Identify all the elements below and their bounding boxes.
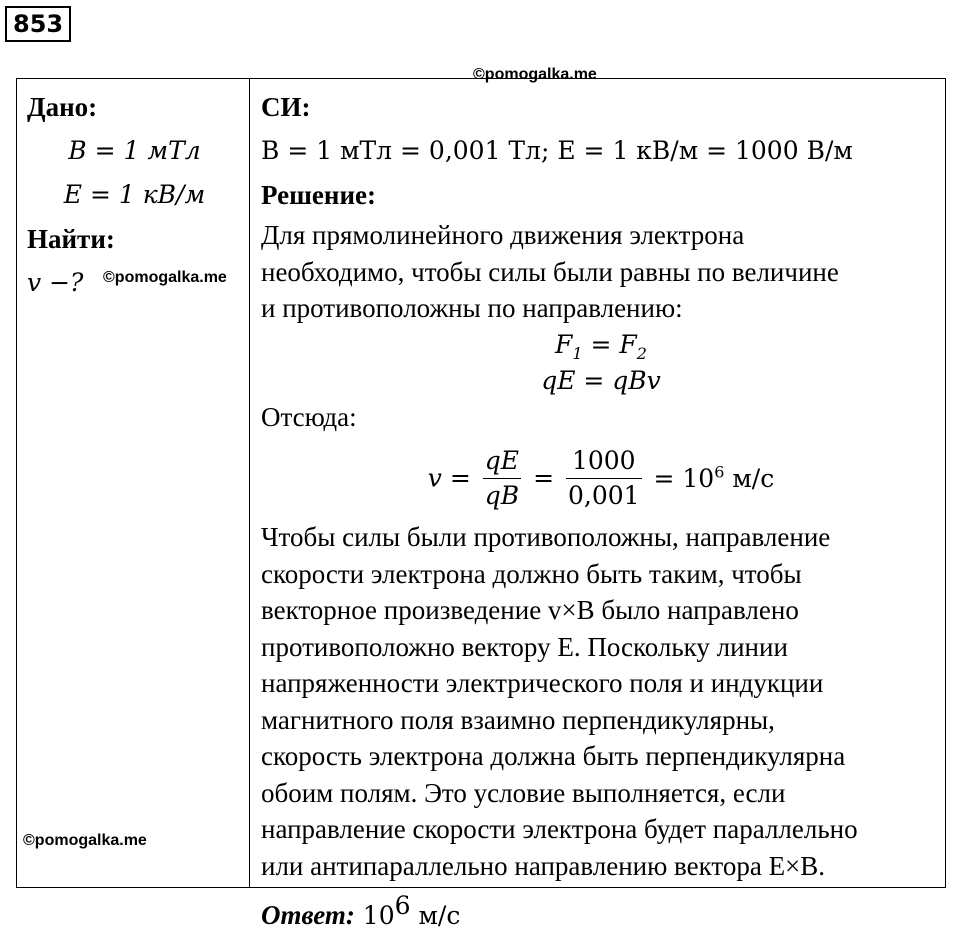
text-line: и противоположны по направлению: [261, 293, 683, 323]
hence-label: Отсюда: [261, 401, 357, 432]
text-line: скорости электрона должно быть таким, чтобы [261, 558, 802, 589]
text-line: противоположно вектору E. Поскольку линии [261, 631, 788, 662]
si-line: B = 1 мТл = 0,001 Тл; E = 1 кВ/м = 1000 В/м [261, 136, 853, 165]
solution-para2 [261, 519, 941, 884]
problem-number: 853 [5, 6, 71, 42]
solution-table [16, 78, 946, 930]
watermark-top: ©pomogalka.me [473, 66, 597, 83]
watermark-left: ©pomogalka.me [103, 269, 227, 286]
answer-value: 10 [354, 901, 395, 930]
fraction-qe-qb: $\frac{qE}{qB}$ [484, 446, 520, 510]
watermark-bottom: ©pomogalka.me [23, 832, 147, 849]
given-b: B = 1 мТл [68, 136, 201, 165]
text-line: обоим полям. Это условие выполняется, если [261, 777, 786, 808]
equation-forces: $F_1 = F_2$ [555, 329, 647, 363]
si-header: СИ: [261, 92, 311, 122]
text-line: Чтобы силы были противоположны, направление [261, 522, 831, 552]
text-line: Для прямолинейного движения электрона [261, 220, 745, 250]
given-e: E = 1 кВ/м [63, 180, 206, 209]
text-line: напряженности электрического поля и индукции [261, 668, 824, 698]
solution-header: Решение: [261, 180, 376, 210]
text-line: направление скорости электрона будет параллельно [261, 814, 858, 844]
text-line: или антипараллельно направлению вектора E×B. [261, 850, 826, 881]
velocity-formula: v = $\frac{qE}{qB}$ = $\frac{1000}{0,001}$ = $10^6$ м/с [261, 435, 941, 519]
answer-line: Ответ: $10^6$ м/с [261, 891, 461, 930]
answer-label: Ответ: [261, 900, 355, 930]
given-header: Дано: [27, 92, 98, 122]
text-line: необходимо, чтобы силы были равны по величине [261, 256, 839, 287]
equation-qe-qbv: qE = qBv [541, 365, 661, 395]
text-line: векторное произведение v×B было направлено [261, 595, 799, 625]
find-v: v −? [27, 268, 84, 297]
solution-column [261, 85, 941, 938]
find-header: Найти: [27, 224, 115, 254]
column-divider [249, 79, 250, 887]
fraction-numbers: $\frac{1000}{0,001}$ [567, 446, 640, 510]
text-line: магнитного поля взаимно перпендикулярны, [261, 704, 775, 735]
text-line: скорость электрона должна быть перпендикулярна [261, 741, 846, 771]
solution-para1 [261, 217, 941, 327]
